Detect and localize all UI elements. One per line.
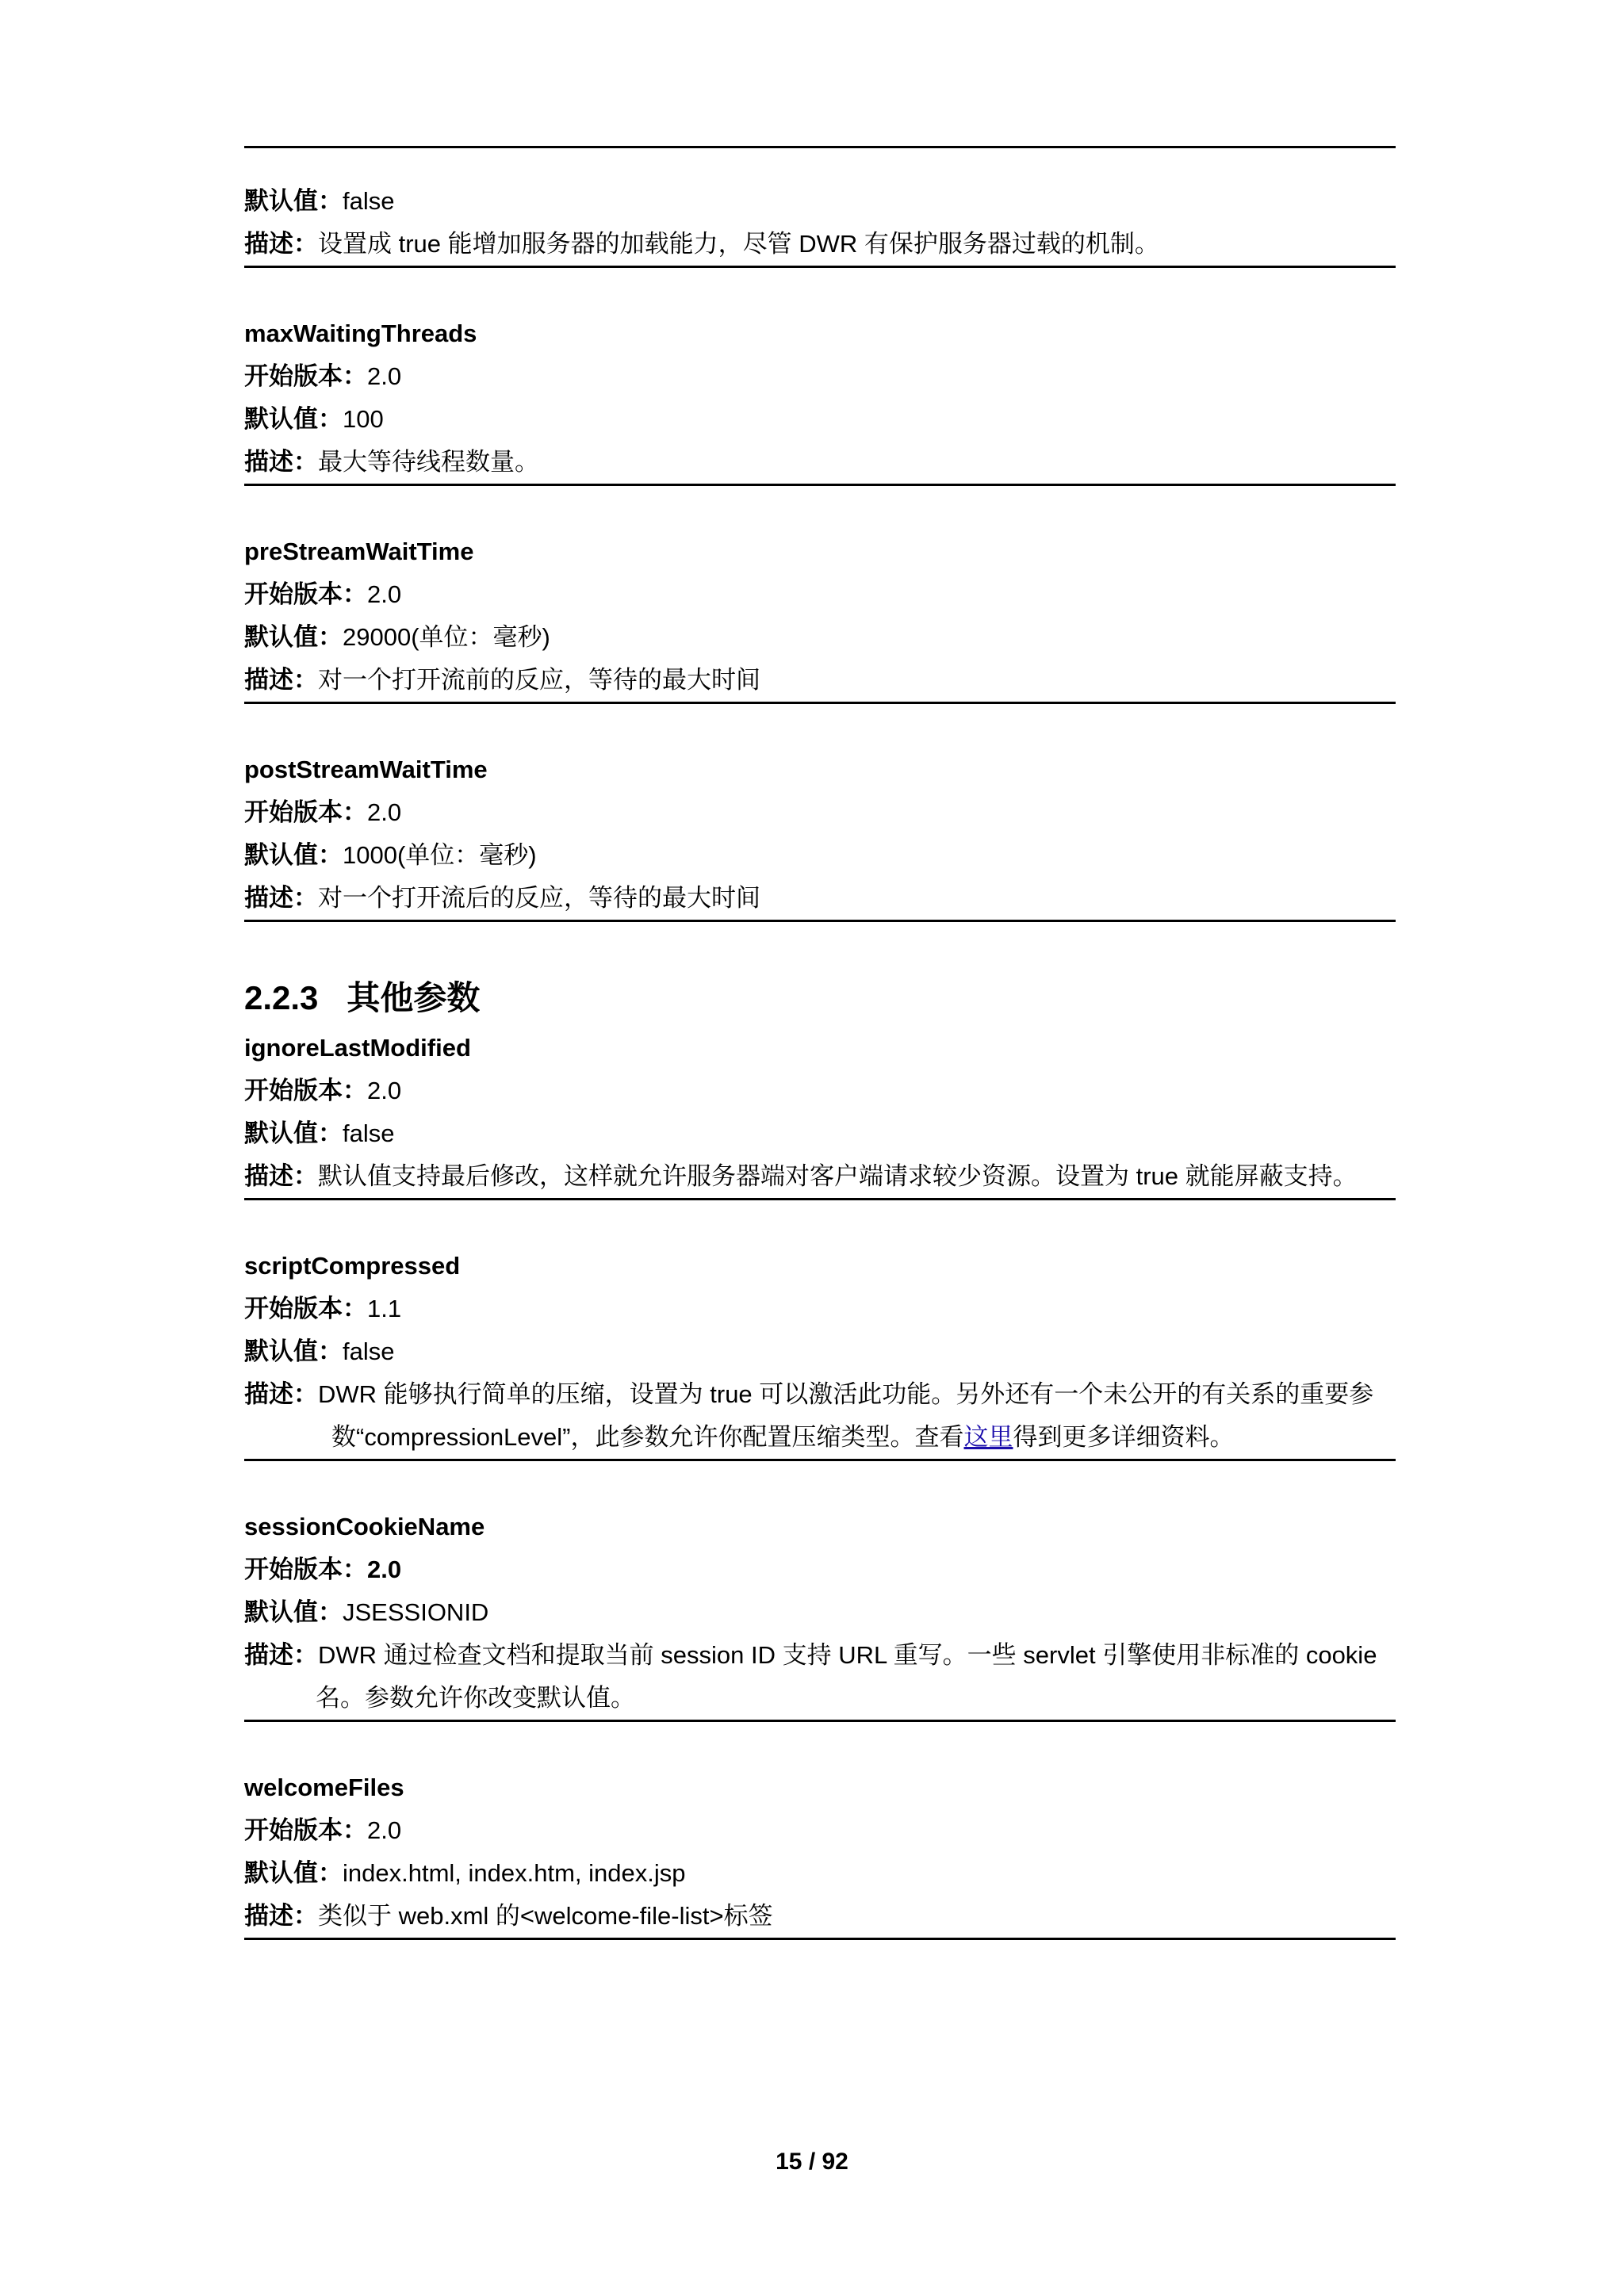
version-value: 2.0: [367, 1556, 402, 1583]
entry-title: ignoreLastModified: [244, 1034, 471, 1062]
entry-rule: [244, 1938, 1396, 1940]
entry-rule: [244, 702, 1396, 704]
entry-rule: [244, 920, 1396, 922]
default-value: false: [343, 1337, 395, 1365]
desc-value-line1: DWR 能够执行简单的压缩，设置为 true 可以激活此功能。另外还有一个未公开的有关系的重要参: [318, 1380, 1374, 1408]
entry-rule: [244, 1720, 1396, 1722]
desc-value-line2-end: 得到更多详细资料。: [1013, 1423, 1235, 1451]
version-label: 开始版本：: [244, 580, 367, 608]
page-number: 15 / 92: [776, 2149, 848, 2175]
entry-continued: [244, 180, 1396, 268]
desc-label: 描述：: [244, 884, 318, 912]
entry-maxwaitingthreads: [244, 312, 1396, 486]
version-value: 2.0: [367, 362, 402, 390]
version-label: 开始版本：: [244, 1295, 367, 1322]
default-label: 默认值：: [244, 1598, 343, 1626]
entry-ignorelastmodified: [244, 1027, 1396, 1200]
section-number: 2.2.3: [244, 979, 319, 1016]
default-value: 29000(单位：毫秒): [343, 623, 550, 651]
default-value: 100: [343, 405, 384, 433]
here-link[interactable]: 这里: [963, 1423, 1013, 1451]
entry-rule: [244, 1198, 1396, 1200]
entry-title: preStreamWaitTime: [244, 538, 474, 565]
default-value: false: [343, 1119, 395, 1147]
entry-title: scriptCompressed: [244, 1252, 461, 1280]
desc-value: 对一个打开流后的反应，等待的最大时间: [318, 884, 760, 912]
default-label: 默认值：: [244, 841, 343, 869]
version-label: 开始版本：: [244, 1077, 367, 1104]
page-content: [244, 146, 1396, 1940]
desc-value: 默认值支持最后修改，这样就允许服务器端对客户端请求较少资源。设置为 true 就能屏蔽支持。: [318, 1162, 1358, 1190]
entry-title: maxWaitingThreads: [244, 320, 477, 347]
default-value: JSESSIONID: [343, 1598, 489, 1626]
version-label: 开始版本：: [244, 798, 367, 826]
default-label: 默认值：: [244, 1859, 343, 1887]
desc-label: 描述：: [244, 1902, 318, 1930]
entry-scriptcompressed: [244, 1245, 1396, 1461]
version-label: 开始版本：: [244, 1556, 367, 1583]
entry-rule: [244, 1459, 1396, 1461]
default-value: 1000(单位：毫秒): [343, 841, 537, 869]
desc-label: 描述：: [244, 1641, 318, 1669]
desc-label: 描述：: [244, 1162, 318, 1190]
version-label: 开始版本：: [244, 1816, 367, 1844]
version-label: 开始版本：: [244, 362, 367, 390]
entry-title: sessionCookieName: [244, 1513, 485, 1540]
version-value: 1.1: [367, 1295, 402, 1322]
default-value: index.html, index.htm, index.jsp: [343, 1859, 686, 1887]
default-label: 默认值：: [244, 187, 343, 215]
entry-poststreamwaittime: [244, 748, 1396, 922]
default-label: 默认值：: [244, 405, 343, 433]
desc-value-line2: 名。参数允许你改变默认值。: [316, 1684, 635, 1712]
desc-label: 描述：: [244, 448, 318, 476]
header-rule: [244, 146, 1396, 148]
version-value: 2.0: [367, 580, 402, 608]
default-label: 默认值：: [244, 623, 343, 651]
section-title: 其他参数: [347, 979, 481, 1016]
version-value: 2.0: [367, 1816, 402, 1844]
default-value: false: [343, 187, 395, 215]
desc-value: 对一个打开流前的反应，等待的最大时间: [318, 666, 760, 694]
version-value: 2.0: [367, 1077, 402, 1104]
default-label: 默认值：: [244, 1337, 343, 1365]
entry-title: postStreamWaitTime: [244, 756, 488, 783]
desc-value-line1: DWR 通过检查文档和提取当前 session ID 支持 URL 重写。一些 servlet 引擎使用非标准的 cookie: [318, 1641, 1377, 1669]
desc-value: 最大等待线程数量。: [318, 448, 539, 476]
desc-label: 描述：: [244, 230, 318, 258]
entry-prestreamwaittime: [244, 530, 1396, 704]
entry-title: welcomeFiles: [244, 1774, 404, 1801]
desc-label: 描述：: [244, 1380, 318, 1408]
desc-value: 设置成 true 能增加服务器的加载能力，尽管 DWR 有保护服务器过载的机制。: [318, 230, 1159, 258]
desc-value: 类似于 web.xml 的<welcome-file-list>标签: [318, 1902, 773, 1930]
default-label: 默认值：: [244, 1119, 343, 1147]
desc-label: 描述：: [244, 666, 318, 694]
version-value: 2.0: [367, 798, 402, 826]
section-heading: [244, 974, 1396, 1022]
entry-welcomefiles: [244, 1766, 1396, 1940]
entry-rule: [244, 266, 1396, 268]
entry-sessioncookiename: [244, 1506, 1396, 1722]
entry-rule: [244, 484, 1396, 486]
desc-value-line2: 数“compressionLevel”，此参数允许你配置压缩类型。查看: [331, 1423, 964, 1451]
